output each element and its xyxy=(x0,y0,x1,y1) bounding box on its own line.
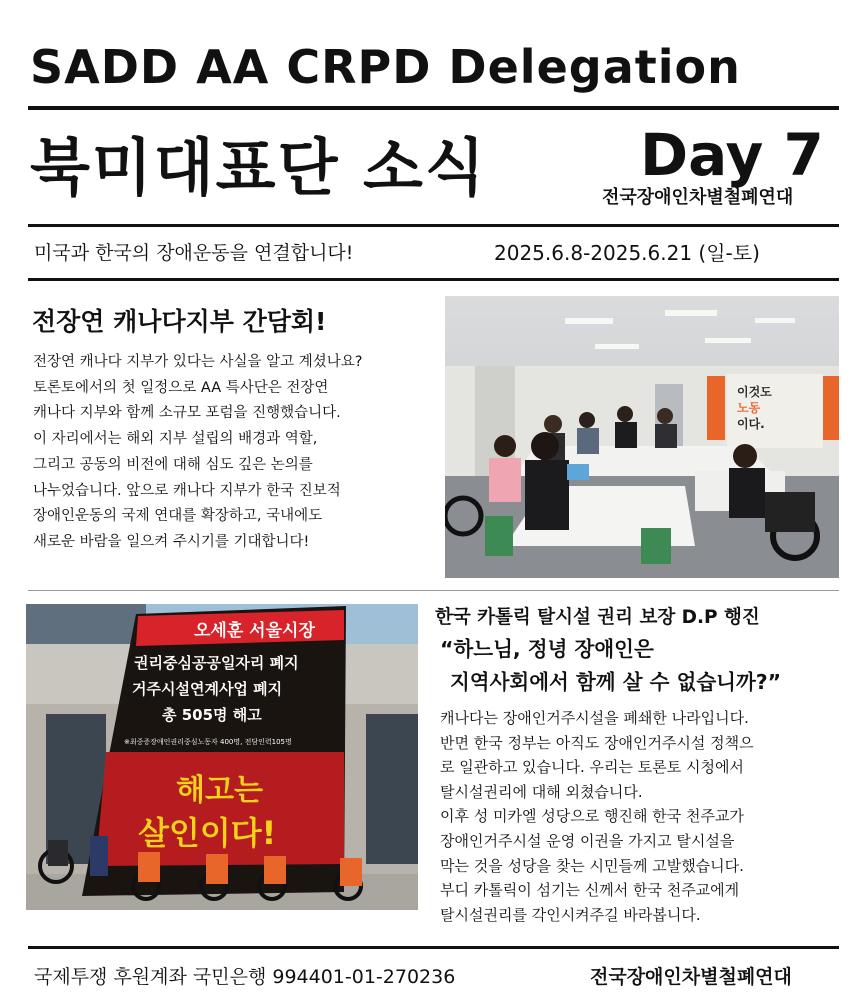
protest-banner-title: 오세훈 서울시장 xyxy=(194,621,315,641)
article1-line: 이 자리에서는 해외 지부 설립의 배경과 역할, xyxy=(33,431,318,448)
article1-line: 그리고 공동의 비전에 대해 심도 깊은 논의를 xyxy=(33,456,313,473)
article1-body xyxy=(33,350,433,556)
tagline: 미국과 한국의 장애운동을 연결합니다! xyxy=(34,242,354,264)
article1-line: 캐나다 지부와 함께 소규모 포럼을 진행했습니다. xyxy=(33,405,341,422)
protest-banner-slogan: 살인이다! xyxy=(138,814,277,852)
article1-line: 새로운 바람을 일으켜 주시기를 기대합니다! xyxy=(33,533,310,550)
article2-line: 부디 카톨릭이 섬기는 신께서 한국 천주교에게 xyxy=(440,881,740,900)
protest-banner-line: 총 505명 해고 xyxy=(162,706,262,724)
article1-line: 전장연 캐나다 지부가 있다는 사실을 알고 계셨나요? xyxy=(33,354,363,370)
article2-line: 탈시설권리에 대해 외쳤습니다. xyxy=(440,782,643,801)
article2-line: 이후 성 미카엘 성당으로 행진해 한국 천주교가 xyxy=(440,807,744,826)
day-label: Day 7 xyxy=(640,121,824,189)
article1-heading: 전장연 캐나다지부 간담회! xyxy=(32,307,327,336)
article2-line: 장애인거주시설 운영 이권을 가지고 탈시설을 xyxy=(440,831,735,850)
footer-rule xyxy=(28,946,839,949)
article1-line: 토론토에서의 첫 일정으로 AA 특사단은 전장연 xyxy=(33,379,329,396)
delegation-title: SADD AA CRPD Delegation xyxy=(30,40,741,94)
article2-quote-line2: 지역사회에서 함께 살 수 없습니까?” xyxy=(450,670,782,694)
protest-photo-illustration xyxy=(26,604,418,910)
article2-body xyxy=(440,706,842,927)
org-name-header: 전국장애인차별철폐연대 xyxy=(602,187,794,208)
donation-account: 국제투쟁 후원계좌 국민은행 994401-01-270236 xyxy=(34,966,456,988)
protest-banner-footnote: ※최중증장애인권리중심노동자 400명, 전담인력105명 xyxy=(124,738,292,746)
protest-photo xyxy=(26,604,418,910)
header-rule-top xyxy=(28,106,839,110)
meeting-photo xyxy=(445,296,839,578)
article2-line: 반면 한국 정부는 아직도 장애인거주시설 정책으 xyxy=(440,733,754,752)
article2-line: 막는 것을 성당을 찾는 시민들께 고발했습니다. xyxy=(440,856,744,875)
section-divider xyxy=(28,590,839,591)
protest-banner-line: 거주시설연계사업 폐지 xyxy=(132,680,283,698)
meeting-banner-text: 이것도 xyxy=(737,385,772,399)
meeting-photo-illustration xyxy=(445,296,839,578)
article2-line: 로 일관하고 있습니다. 우리는 토론토 시청에서 xyxy=(440,758,744,777)
meeting-banner-text: 노동 xyxy=(737,401,761,415)
article1-line: 장애인운동의 국제 연대를 확장하고, 국내에도 xyxy=(33,508,323,525)
header-rule-middle xyxy=(28,224,839,227)
article2-line: 캐나다는 장애인거주시설을 폐쇄한 나라입니다. xyxy=(440,709,749,727)
date-range: 2025.6.8-2025.6.21 (일-토) xyxy=(494,241,760,265)
header-rule-bottom xyxy=(28,278,839,281)
meeting-banner-text: 이다. xyxy=(737,417,765,431)
newsletter-title: 북미대표단 소식 xyxy=(30,131,487,204)
protest-banner-slogan: 해고는 xyxy=(176,773,263,808)
article2-line: 탈시설권리를 각인시켜주길 바라봅니다. xyxy=(440,905,701,924)
protest-banner-line: 권리중심공공일자리 폐지 xyxy=(134,654,299,672)
article2-heading: 한국 카톨릭 탈시설 권리 보장 D.P 행진 xyxy=(435,607,760,628)
org-name-footer: 전국장애인차별철폐연대 xyxy=(590,966,792,988)
article2-quote-line1: “하느님, 정녕 장애인은 xyxy=(440,637,654,661)
article1-line: 나누었습니다. 앞으로 캐나다 지부가 한국 진보적 xyxy=(33,482,341,499)
